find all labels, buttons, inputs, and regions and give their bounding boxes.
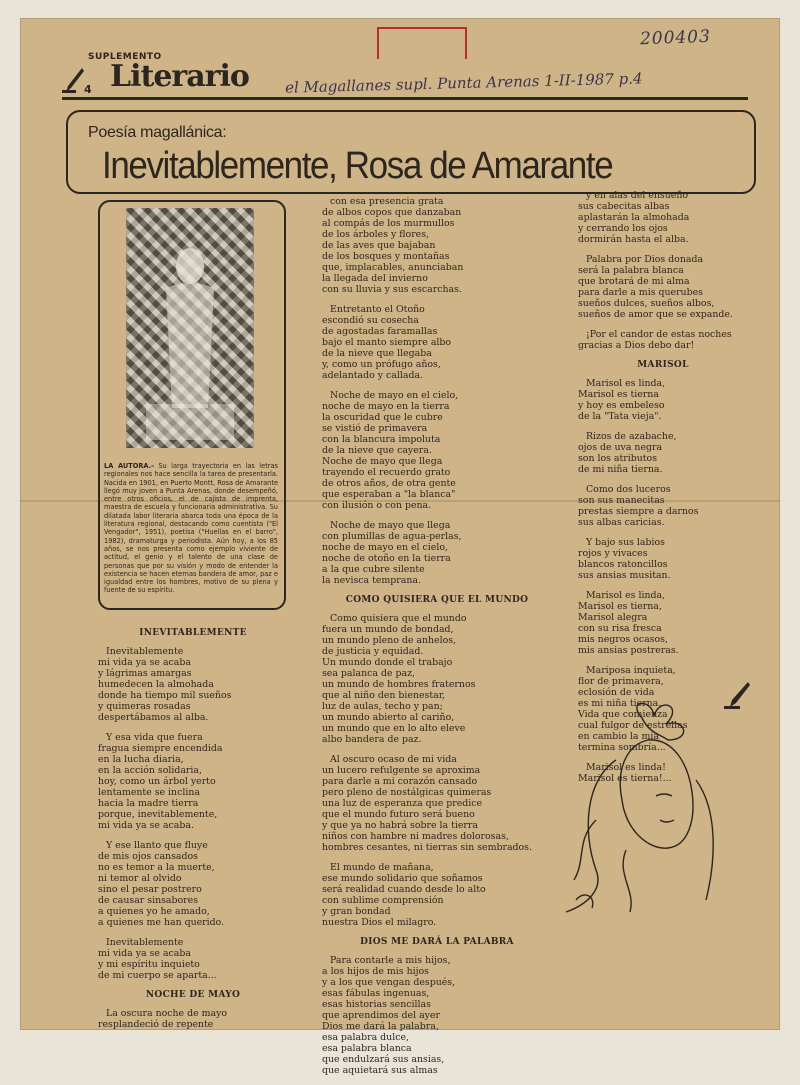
stanza (98, 840, 288, 928)
poem-line: Palabra por Dios donada (586, 254, 704, 265)
stanza (322, 754, 552, 853)
poem-line: ojos de uva negra (578, 442, 663, 453)
poem-line: con plumillas de agua-perlas, (322, 531, 462, 542)
poem-line: para darle a mi corazón cansado (322, 776, 478, 787)
poem-line: trayendo el recuerdo grato (322, 467, 451, 478)
poem-line: al compás de los murmullos (322, 218, 455, 229)
photo-caption (104, 462, 278, 595)
poem-line: Y esa vida que fuera (106, 732, 203, 743)
poem-line: de agostadas faramallas (322, 326, 438, 337)
section-name: Literario (110, 59, 249, 94)
poem-line: que, implacables, anunciaban (322, 262, 464, 273)
poem-line: Como dos luceros (586, 484, 671, 495)
quill-pen-icon (62, 66, 86, 94)
poem-line: fragua siempre encendida (98, 743, 223, 754)
poem-line: se vistió de primavera (322, 423, 428, 434)
poem-line: Vida que comienza (578, 709, 668, 720)
poem-line: Marisol es linda! (586, 762, 666, 773)
poem-line: de la nieve que llegaba (322, 348, 432, 359)
stanza (322, 613, 552, 745)
poem-line: Inevitablemente (106, 646, 184, 657)
article-title: Inevitablemente, Rosa de Amarante (102, 145, 613, 187)
poem-line: con sublime comprensión (322, 895, 444, 906)
poem-line: la oscuridad que le cubre (322, 412, 443, 423)
poem-line: que esperaban a "la blanca" (322, 489, 456, 500)
column-1 (98, 628, 288, 1030)
poem-line: esa palabra blanca (322, 1043, 412, 1054)
poem-line: que endulzará sus ansias, (322, 1054, 445, 1065)
poem-line: Marisol es tierna (578, 389, 659, 400)
poem-line: con su lluvia y sus escarchas. (322, 284, 462, 295)
poem-line: de mi niña tierna. (578, 464, 663, 475)
poem-line: prestas siempre a darnos (578, 506, 699, 517)
poem-line: niños con hambre ni madres dolorosas, (322, 831, 509, 842)
poem-line: La oscura noche de mayo (106, 1008, 228, 1019)
caption-text: Su larga trayectoria en las letras regionales nos hace sencilla la tarea de presentarla. Nacida en 1901, en Puerto Montt, Rosa de Amarante llegó muy joven a Punta Arenas, donde desempeñó, entre otros oficios, el de cajista de imprenta, maestra de escuela y funcionaria administrativa. Su dilatada labor literaria abarca toda una época de la literatura regional, destacando como cuentista ("El Vengador", 1951), poetisa ("Huellas en el barro", 1982), dramaturga y periodista. Aún hoy, a los 85 años, se nos presenta como ejemplo viviente de actitud, el genio y el talento de una clase de personas que por su visión y modo de entender la existencia se hacen eternas bandera de amor, paz e igualdad entre los hombres, motivo de su plena y fuente de su espíritu. (104, 462, 278, 595)
poem-line: y hoy es embeleso (578, 400, 665, 411)
poem-line: donde ha tiempo mil sueños (98, 690, 232, 701)
poem-line: adelantado y callada. (322, 370, 424, 381)
poem-line: Rizos de azabache, (586, 431, 677, 442)
red-archive-bracket (377, 27, 467, 59)
page-number: 4 (84, 83, 92, 96)
stanza (578, 254, 748, 320)
poem-line: a quienes yo he amado, (98, 906, 210, 917)
woman-portrait-illustration (556, 700, 734, 915)
handwritten-source-note: el Magallanes supl. Punta Arenas 1-II-1987 p.4 (284, 69, 643, 97)
poem-line: despertábamos al alba. (98, 712, 209, 723)
poem-dios-me-dara-cont (578, 190, 748, 351)
poem-line: Para contarle a mis hijos, (330, 955, 451, 966)
poem-dios-me-dara (322, 955, 552, 1076)
poem-line: de mis ojos cansados (98, 851, 198, 862)
poem-line: de albos copos que danzaban (322, 207, 462, 218)
poem-line: sea palanca de paz, (322, 668, 416, 679)
poem-line: esa palabra dulce, (322, 1032, 409, 1043)
poem-line: sus albas caricias. (578, 517, 665, 528)
poem-line: pero pleno de nostálgicas quimeras (322, 787, 492, 798)
stanza (578, 378, 748, 422)
poem-line: mi vida ya se acaba. (98, 820, 194, 831)
poem-line: un mundo que en lo alto eleve (322, 723, 466, 734)
poem-line: luz de aulas, techo y pan; (322, 701, 443, 712)
poem-line: Y bajo sus labios (586, 537, 665, 548)
poem-line: mi vida ya se acaba (98, 657, 191, 668)
poem-line: que aprendimos del ayer (322, 1010, 440, 1021)
poem-line: ese mundo solidario que soñamos (322, 873, 483, 884)
poem-line: de la "Tata vieja". (578, 411, 662, 422)
poem-line: Al oscuro ocaso de mi vida (330, 754, 457, 765)
poem-como-quisiera (322, 613, 552, 928)
poem-line: hacia la madre tierra (98, 798, 199, 809)
poem-line: nuestra Dios el milagro. (322, 917, 437, 928)
poem-line: noche de mayo en el cielo, (322, 542, 448, 553)
poem-line: y quimeras rosadas (98, 701, 191, 712)
poem-line: y, como un prófugo años, (322, 359, 441, 370)
stanza (322, 196, 552, 295)
poem-line: son los atributos (578, 453, 658, 464)
poem-title-inevitablemente: INEVITABLEMENTE (139, 628, 247, 638)
stanza (98, 646, 288, 723)
poem-line: Entretanto el Otoño (330, 304, 425, 315)
poem-line: Mariposa inquieta, (586, 665, 676, 676)
stanza (578, 590, 748, 656)
poem-line: mis negros ocasos, (578, 634, 668, 645)
poem-line: El mundo de mañana, (330, 862, 434, 873)
poem-line: eclosión de vida (578, 687, 655, 698)
poem-line: en la acción solidaria, (98, 765, 202, 776)
stanza (322, 520, 552, 586)
poem-line: Marisol es linda, (586, 590, 666, 601)
figure-silhouette-icon (126, 208, 254, 448)
poem-line: sus cabecitas albas (578, 201, 670, 212)
poem-line: Dios me dará la palabra, (322, 1021, 439, 1032)
poem-line: de justicia y equidad. (322, 646, 424, 657)
poem-line: aplastarán la almohada (578, 212, 690, 223)
poem-line: a quienes me han querido. (98, 917, 225, 928)
poem-line: de la nieve que cayera. (322, 445, 432, 456)
poem-line: dormirán hasta el alba. (578, 234, 689, 245)
poem-line: bajo el manto siempre albo (322, 337, 452, 348)
stanza (578, 431, 748, 475)
poem-line: es mi niña tierna. (578, 698, 662, 709)
poem-line: gracias a Dios debo dar! (578, 340, 695, 351)
poem-line: no es temor a la muerte, (98, 862, 215, 873)
stanza (578, 484, 748, 528)
poem-line: y que ya no habrá sobre la tierra (322, 820, 478, 831)
poem-line: mi vida ya se acaba (98, 948, 191, 959)
stanza (322, 390, 552, 511)
poem-line: que al niño den bienestar, (322, 690, 446, 701)
poem-line: sus ansias musitan. (578, 570, 671, 581)
poem-title-noche-de-mayo: NOCHE DE MAYO (145, 990, 241, 1000)
poem-line: con la blancura impoluta (322, 434, 441, 445)
poem-line: un mundo pleno de anhelos, (322, 635, 457, 646)
stanza (98, 937, 288, 981)
stanza (578, 329, 748, 351)
poem-line: Marisol alegra (578, 612, 648, 623)
poem-line: la llegada del invierno (322, 273, 428, 284)
poem-line: y mi espíritu inquieto (98, 959, 200, 970)
poem-noche-de-mayo-start (98, 1008, 288, 1030)
poem-line: de los árboles y flores, (322, 229, 430, 240)
stanza (322, 862, 552, 928)
poem-line: esas fábulas ingenuas, (322, 988, 430, 999)
poem-line: Un mundo donde el trabajo (322, 657, 453, 668)
poem-line: esas historias sencillas (322, 999, 431, 1010)
stanza (98, 732, 288, 831)
poem-line: de causar sinsabores (98, 895, 199, 906)
poem-line: que aquietará sus almas (322, 1065, 438, 1076)
poem-line: Y ese llanto que fluye (106, 840, 208, 851)
poem-line: de mi cuerpo se aparta... (98, 970, 217, 981)
stanza (322, 304, 552, 381)
poem-line: será la palabra blanca (578, 265, 684, 276)
poem-line: y a los que vengan después, (322, 977, 456, 988)
poem-line: lentamente se inclina (98, 787, 200, 798)
poem-line: y cerrando los ojos (578, 223, 668, 234)
poem-line: hombres cesantes, ni tierras sin sembrados. (322, 842, 532, 853)
poem-line: con ilusión o con pena. (322, 500, 432, 511)
stanza (322, 955, 552, 1076)
poem-line: ¡Por el candor de estas noches (586, 329, 732, 340)
column-2 (322, 196, 552, 1085)
poem-line: de otros años, de otra gente (322, 478, 456, 489)
poem-line: hoy, como un árbol yerto (98, 776, 216, 787)
poem-line: termina sombría... (578, 742, 666, 753)
poem-title-marisol: MARISOL (637, 360, 689, 370)
poem-inevitablemente (98, 646, 288, 981)
poem-line: Marisol es linda, (586, 378, 666, 389)
poem-line: son sus manecitas (578, 495, 665, 506)
poem-line: de los bosques y montañas (322, 251, 450, 262)
poem-line: Marisol es tierna!... (578, 773, 672, 784)
poem-title-dios-me-dara: DIOS ME DARÁ LA PALABRA (360, 937, 514, 947)
poem-line: que el mundo futuro será bueno (322, 809, 475, 820)
poem-line: flor de primavera, (578, 676, 664, 687)
poem-line: y gran bondad (322, 906, 391, 917)
poem-line: un lucero refulgente se aproxima (322, 765, 481, 776)
poem-line: y lágrimas amargas (98, 668, 192, 679)
poem-line: para darle a mis querubes (578, 287, 703, 298)
poem-line: fuera un mundo de bondad, (322, 624, 454, 635)
caption-lead: LA AUTORA.- (104, 462, 154, 470)
poem-line: en la lucha diaria, (98, 754, 184, 765)
poem-line: Noche de mayo en el cielo, (330, 390, 459, 401)
poem-noche-de-mayo-cont (322, 196, 552, 586)
article-kicker: Poesía magallánica: (88, 124, 227, 141)
poem-line: porque, inevitablemente, (98, 809, 218, 820)
poem-line: resplandeció de repente (98, 1019, 214, 1030)
stanza (578, 537, 748, 581)
poem-line: y en alas del ensueño (586, 190, 689, 201)
poem-line: Marisol es tierna, (578, 601, 662, 612)
poem-line: mis ansias postreras. (578, 645, 679, 656)
poem-title-como-quisiera: COMO QUISIERA QUE EL MUNDO (345, 595, 529, 605)
handwritten-archive-id: 200403 (639, 26, 712, 50)
author-photo (126, 208, 254, 448)
poem-line: con su risa fresca (578, 623, 662, 634)
poem-line: en cambio la mía (578, 731, 659, 742)
poem-line: albo bandera de paz. (322, 734, 422, 745)
poem-line: un mundo abierto al cariño, (322, 712, 455, 723)
poem-line: ni temor al olvido (98, 873, 182, 884)
poem-line: Noche de mayo que llega (322, 456, 443, 467)
poem-line: escondió su cosecha (322, 315, 419, 326)
supplement-label: SUPLEMENTO (88, 52, 162, 62)
header-rule (62, 97, 748, 100)
poem-line: sueños dulces, sueños albos, (578, 298, 715, 309)
poem-line: sueños de amor que se expande. (578, 309, 733, 320)
poem-line: sino el pesar postrero (98, 884, 202, 895)
poem-line: la nevisca temprana. (322, 575, 421, 586)
poem-line: con esa presencia grata (330, 196, 444, 207)
poem-line: humedecen la almohada (98, 679, 214, 690)
poem-line: un mundo de hombres fraternos (322, 679, 476, 690)
poem-line: cual fulgor de estrellas (578, 720, 688, 731)
poem-line: de las aves que bajaban (322, 240, 436, 251)
poem-line: será realidad cuando desde lo alto (322, 884, 486, 895)
poem-line: una luz de esperanza que predice (322, 798, 483, 809)
poem-line: a los hijos de mis hijos (322, 966, 429, 977)
poem-line: que brotará de mi alma (578, 276, 690, 287)
poem-line: rojos y vivaces (578, 548, 648, 559)
poem-line: blancos ratoncillos (578, 559, 668, 570)
poem-line: noche de mayo en la tierra (322, 401, 450, 412)
poem-line: Noche de mayo que llega (330, 520, 451, 531)
poem-line: noche de otoño en la tierra (322, 553, 451, 564)
poem-line: a la que cubre silente (322, 564, 425, 575)
poem-line: Como quisiera que el mundo (330, 613, 467, 624)
stanza (578, 190, 748, 245)
poem-line: Inevitablemente (106, 937, 184, 948)
